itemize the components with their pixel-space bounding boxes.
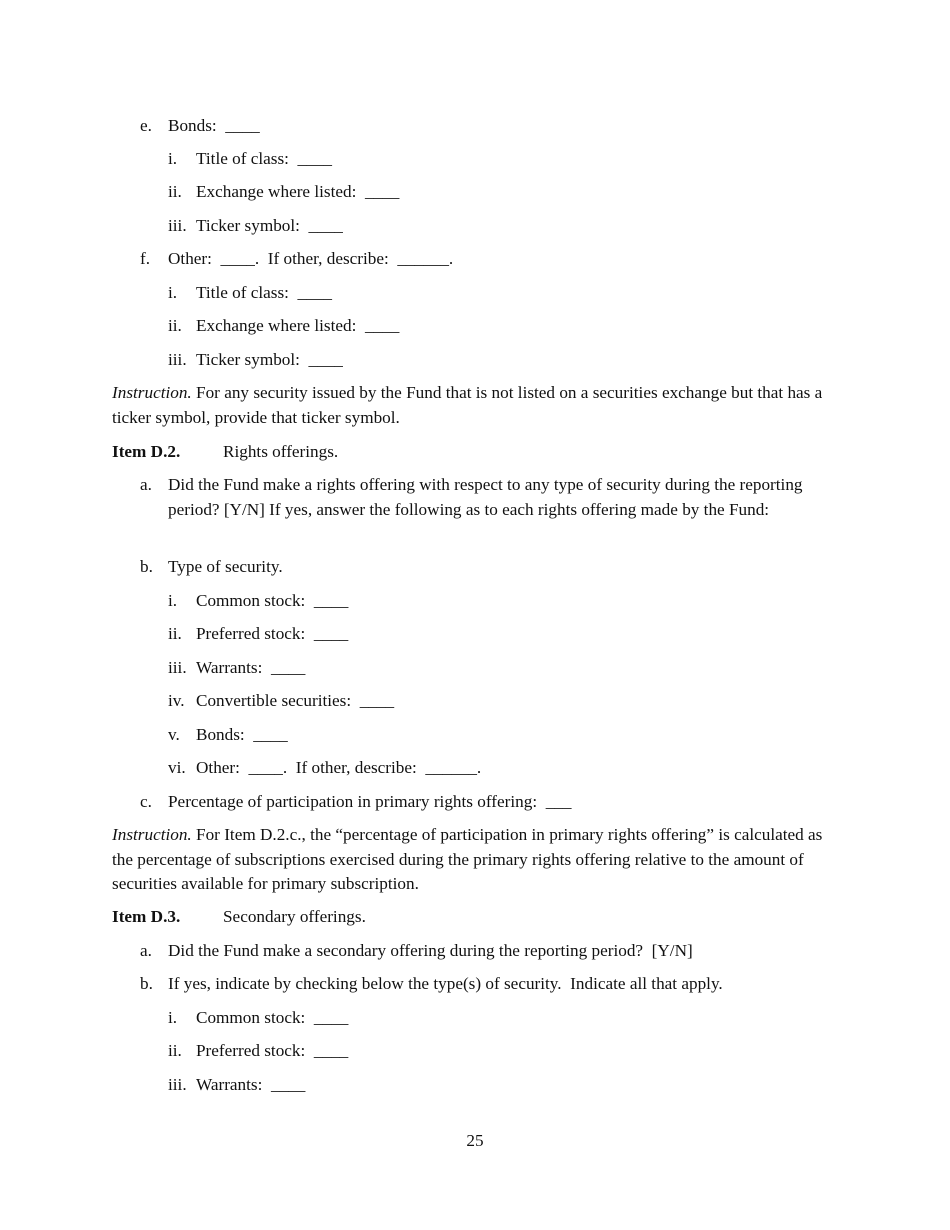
list-label: b.	[140, 557, 153, 576]
list-label: ii.	[168, 182, 182, 201]
title-of-class-field: Title of class: ____	[196, 149, 332, 168]
list-label: ii.	[168, 1041, 182, 1060]
instruction-lead: Instruction.	[112, 383, 192, 402]
ticker-symbol-field: Ticker symbol: ____	[196, 216, 343, 235]
bonds-field: Bonds: ____	[196, 725, 288, 744]
type-of-security-heading: Type of security.	[168, 557, 283, 576]
list-label: f.	[140, 249, 151, 268]
rights-offering-question: Did the Fund make a rights offering with respect to any type of security during the reporting period? [Y/N] If yes, answer the following as to each rights offering made by the Fund:	[168, 475, 803, 519]
other-field: Other: ____. If other, describe: ______.	[196, 758, 482, 777]
list-label: e.	[140, 116, 152, 135]
item-title: Rights offerings.	[223, 442, 339, 461]
other-field: Other: ____. If other, describe: ______.	[168, 249, 454, 268]
list-label: iii.	[168, 216, 187, 235]
list-label: ii.	[168, 624, 182, 643]
list-label: a.	[140, 941, 152, 960]
list-label: a.	[140, 475, 152, 494]
instruction-text: For any security issued by the Fund that is not listed on a securities exchange but that has a ticker symbol, provide that ticker symbol.	[112, 383, 823, 427]
title-of-class-field: Title of class: ____	[196, 283, 332, 302]
item-d2-heading	[112, 440, 339, 464]
list-label: i.	[168, 1008, 178, 1027]
list-label: v.	[168, 725, 180, 744]
list-label: iii.	[168, 1075, 187, 1094]
list-label: i.	[168, 149, 178, 168]
preferred-stock-field: Preferred stock: ____	[196, 624, 349, 643]
common-stock-field: Common stock: ____	[196, 1008, 349, 1027]
list-label: iii.	[168, 350, 187, 369]
security-type-instruction: If yes, indicate by checking below the type(s) of security. Indicate all that apply.	[168, 974, 723, 993]
list-label: b.	[140, 974, 153, 993]
instruction-text: For Item D.2.c., the “percentage of participation in primary rights offering” is calculated as the percentage of subscriptions exercised during the primary rights offering relative to the amount of securities available for primary subscription.	[112, 825, 823, 893]
ticker-symbol-field: Ticker symbol: ____	[196, 350, 343, 369]
list-label: i.	[168, 591, 178, 610]
exchange-where-listed-field: Exchange where listed: ____	[196, 316, 400, 335]
list-label: vi.	[168, 758, 186, 777]
participation-percentage-field: Percentage of participation in primary rights offering: ___	[168, 792, 572, 811]
list-label: i.	[168, 283, 178, 302]
instruction-lead: Instruction.	[112, 825, 192, 844]
instruction-paragraph	[112, 823, 838, 897]
page-number: 25	[466, 1131, 484, 1150]
list-label: c.	[140, 792, 152, 811]
item-number: Item D.3.	[112, 907, 181, 926]
secondary-offering-question: Did the Fund make a secondary offering during the reporting period? [Y/N]	[168, 941, 693, 960]
bonds-field: Bonds: ____	[168, 116, 260, 135]
list-label: iii.	[168, 658, 187, 677]
common-stock-field: Common stock: ____	[196, 591, 349, 610]
warrants-field: Warrants: ____	[196, 1075, 306, 1094]
item-d3-heading	[112, 905, 366, 929]
preferred-stock-field: Preferred stock: ____	[196, 1041, 349, 1060]
list-label: iv.	[168, 691, 185, 710]
list-label: ii.	[168, 316, 182, 335]
exchange-where-listed-field: Exchange where listed: ____	[196, 182, 400, 201]
instruction-paragraph	[112, 381, 838, 430]
item-title: Secondary offerings.	[223, 907, 366, 926]
convertible-securities-field: Convertible securities: ____	[196, 691, 395, 710]
item-number: Item D.2.	[112, 442, 181, 461]
warrants-field: Warrants: ____	[196, 658, 306, 677]
